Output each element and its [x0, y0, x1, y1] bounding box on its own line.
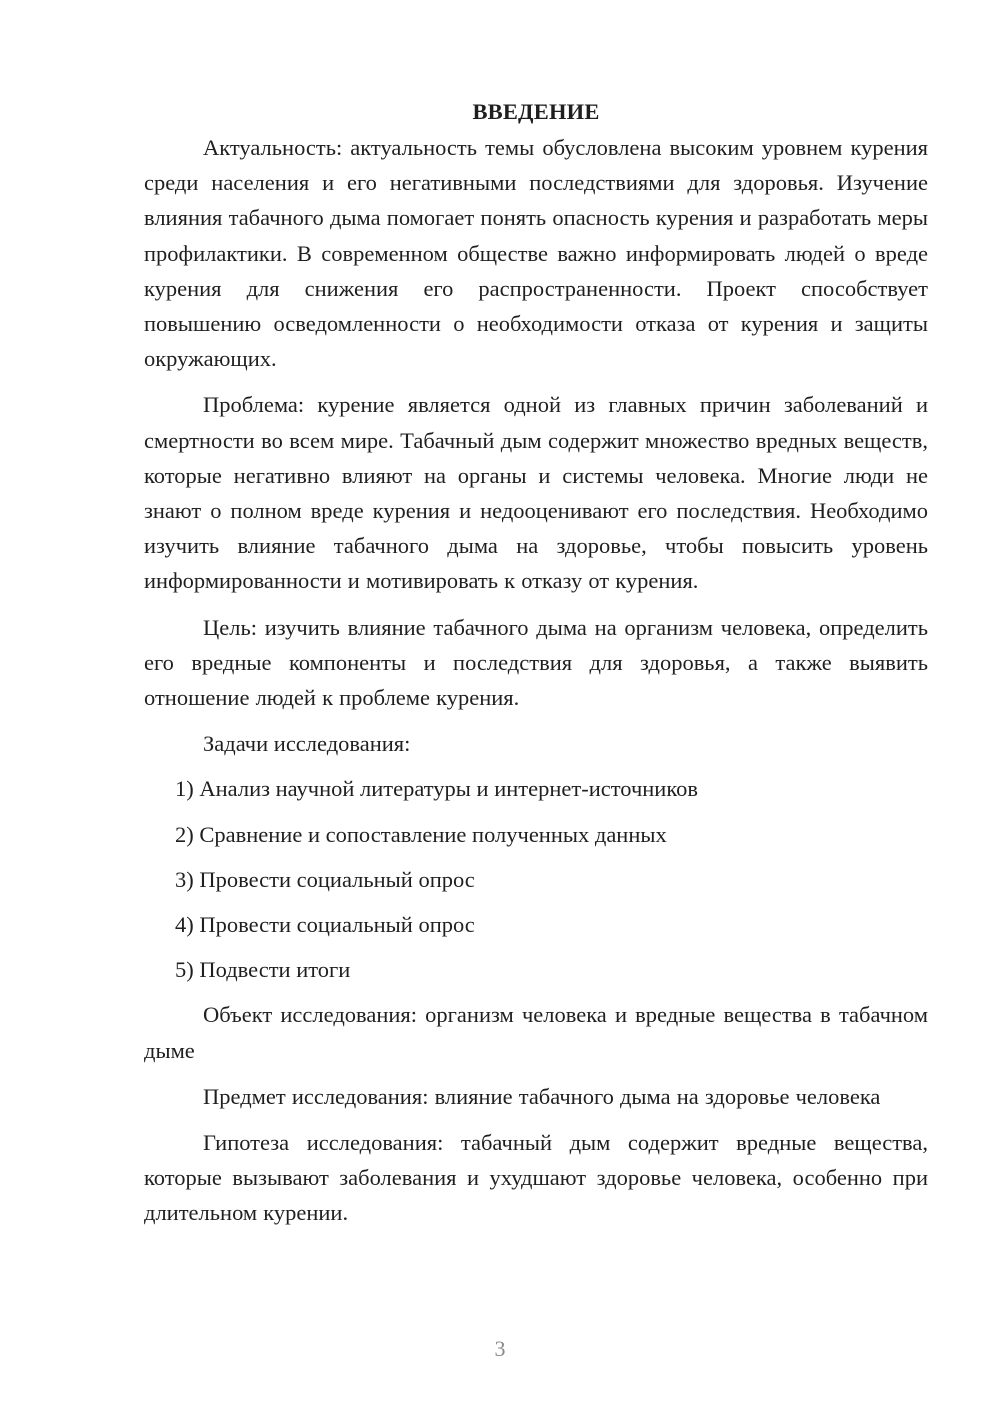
- task-item: 2) Сравнение и сопоставление полученных данных: [175, 821, 667, 847]
- paragraph-hypothesis: Гипотеза исследования: табачный дым содержит вредные вещества, которые вызывают заболевания и ухудшают здоровье человека, особенно при длительном курении.: [144, 1130, 928, 1226]
- task-item: 4) Провести социальный опрос: [175, 912, 475, 938]
- paragraph-problem: Проблема: курение является одной из главных причин заболеваний и смертности во всем мире. Табачный дым содержит множество вредных веществ, которые негативно влияют на органы и системы человека. Многие люди не знают о полном вреде курения и недооценивают его последствия. Необходимо изучить влияние табачного дыма на здоровье, чтобы повысить уровень информированности и мотивировать к отказу от курения.: [144, 392, 928, 594]
- page-content: [144, 94, 928, 1242]
- task-item: 1) Анализ научной литературы и интернет-источников: [175, 776, 699, 802]
- section-title: ВВЕДЕНИЕ: [472, 99, 600, 124]
- paragraph-object: Объект исследования: организм человека и вредные вещества в табачном дыме: [144, 1002, 928, 1063]
- paragraph-goal: Цель: изучить влияние табачного дыма на организм человека, определить его вредные компоненты и последствия для здоровья, а также выявить отношение людей к проблеме курения.: [144, 614, 928, 711]
- tasks-list: [144, 771, 928, 987]
- paragraph-subject: Предмет исследования: влияние табачного дыма на здоровье человека: [203, 1083, 881, 1109]
- task-item: 5) Подвести итоги: [175, 957, 351, 983]
- paragraph-relevance: Актуальность: актуальность темы обусловлена высоким уровнем курения среди населения и его негативными последствиями для здоровья. Изучение влияния табачного дыма помогает понять опасность курения и разработать меры профилактики. В современном обществе важно информировать людей о вреде курения для снижения его распространенности. Проект способствует повышению осведомленности о необходимости отказа от курения и защиты окружающих.: [144, 135, 928, 372]
- task-item: 3) Провести социальный опрос: [175, 866, 475, 892]
- page-number: 3: [494, 1336, 506, 1361]
- tasks-heading: Задачи исследования:: [203, 731, 411, 757]
